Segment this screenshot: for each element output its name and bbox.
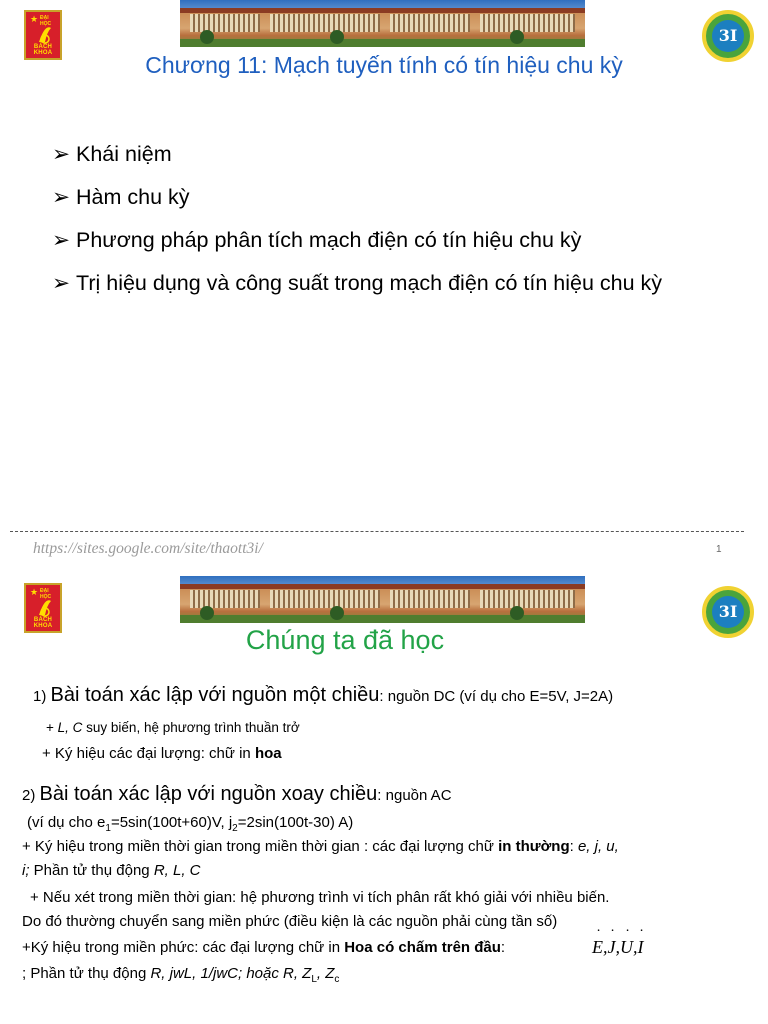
section-2-line: ; Phần tử thụ động R, jwL, 1/jwC; hoặc R, $Z_L$, $Z_c$	[22, 965, 340, 985]
department-emblem	[702, 586, 754, 638]
slide-divider	[10, 531, 744, 532]
logo-caption: BÁCH KHOA	[33, 617, 53, 629]
campus-banner-image	[180, 0, 585, 47]
section-2-heading: 2) Bài toán xác lập với nguồn xoay chiều: nguồn AC	[22, 783, 452, 805]
logo-caption-top: ĐẠI HỌC	[40, 588, 52, 600]
section-2-line: i; Phần tử thụ động R, L, C	[22, 862, 201, 879]
section-2-line: + Ký hiệu trong miền thời gian trong miền thời gian : các đại lượng chữ in thường: e, j, u,	[22, 838, 619, 855]
section-1-heading: 1) Bài toán xác lập với nguồn một chiều: nguồn DC (ví dụ cho E=5V, J=2A)	[33, 684, 614, 706]
section-2-line: + Nếu xét trong miền thời gian: hệ phương trình vi tích phân rất khó giải với nhiều biến.	[30, 889, 610, 906]
phasor-e: ˙ E	[592, 937, 603, 958]
section-2-line: +Ký hiệu trong miền phức: các đại lượng chữ in Hoa có chấm trên đầu:	[22, 939, 506, 956]
phasor-j: ˙ J	[608, 937, 616, 958]
emblem-icon	[35, 595, 55, 619]
logo-caption: BÁCH KHOA	[33, 44, 53, 56]
page-number: 1	[716, 544, 722, 555]
arrow-bullet-icon: ➢	[52, 185, 71, 209]
bullet-item: ➢ Trị hiệu dụng và công suất trong mạch điện có tín hiệu chu kỳ	[52, 271, 663, 295]
phasor-u: ˙ U	[620, 937, 633, 958]
section-1-line: + Ký hiệu các đại lượng: chữ in hoa	[42, 745, 282, 762]
campus-banner-image	[180, 576, 585, 623]
arrow-bullet-icon: ➢	[52, 271, 71, 295]
bullet-item: ➢ Khái niệm	[52, 142, 172, 166]
source-link[interactable]: https://sites.google.com/site/thaott3i/	[33, 540, 263, 557]
emblem-3i: 3I	[712, 596, 744, 628]
bullet-item: ➢ Phương pháp phân tích mạch điện có tín hiệu chu kỳ	[52, 228, 582, 252]
star-icon: ★	[30, 14, 39, 24]
bullet-item: ➢ Hàm chu kỳ	[52, 185, 190, 209]
slide-title: Chúng ta đã học	[245, 625, 445, 655]
phasor-i: ˙ I	[638, 937, 644, 958]
arrow-bullet-icon: ➢	[52, 228, 71, 252]
emblem-3i: 3I	[712, 20, 744, 52]
section-2-line: Do đó thường chuyển sang miền phức (điều kiện là các nguồn phải cùng tần số)	[22, 913, 558, 930]
section-1-line: + L, C suy biến, hệ phương trình thuần trở	[46, 720, 300, 735]
slide-title: Chương 11: Mạch tuyến tính có tín hiệu chu kỳ	[145, 52, 623, 78]
arrow-bullet-icon: ➢	[52, 142, 71, 166]
section-2-example: (ví dụ cho $e_1=5\sin(100t+60)V$, $j_2=2\sin(100t-30)$ A)	[27, 814, 354, 834]
star-icon: ★	[30, 587, 39, 597]
emblem-icon	[35, 22, 55, 46]
phasor-symbols: ˙ E,˙ J,˙ U,˙ I	[592, 937, 644, 958]
logo-caption-top: ĐẠI HỌC	[40, 15, 52, 27]
